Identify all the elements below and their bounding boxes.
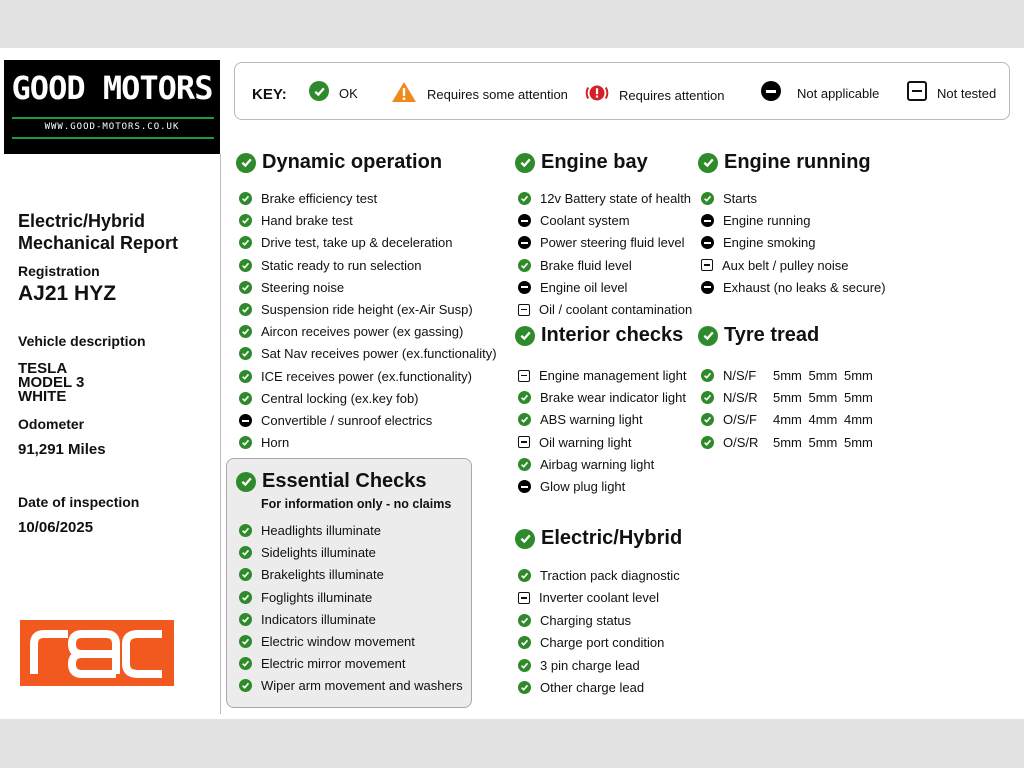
essential-item: [239, 656, 405, 671]
ok-check-icon: [515, 326, 535, 346]
essential-item: [239, 678, 463, 693]
dynamic-item: [239, 369, 472, 384]
electric-item: [518, 568, 680, 583]
interior-checks-title-text: Interior checks: [541, 324, 684, 346]
vehicle-description: [18, 360, 84, 405]
item-label: N/S/F: [723, 368, 757, 383]
key-ok-label: OK: [339, 85, 358, 101]
logo-url: WWW.GOOD-MOTORS.CO.UK: [44, 122, 180, 132]
ok-check-icon: [236, 153, 256, 173]
essential-item: [239, 612, 376, 627]
electric-hybrid-title: [515, 527, 682, 550]
key-item-attention: [585, 81, 725, 105]
item-label: Electric window movement: [261, 634, 415, 649]
item-label: O/S/F: [723, 412, 757, 428]
not-applicable-icon: [761, 81, 781, 101]
not-applicable-icon: [518, 480, 531, 493]
ok-check-icon: [239, 524, 252, 537]
report-title: [18, 210, 178, 254]
warning-triangle-icon: [391, 81, 417, 103]
tyre-depth-value: 4mm 4mm 4mm: [773, 412, 873, 428]
dynamic-item: [239, 191, 377, 206]
item-label: Indicators illuminate: [261, 611, 376, 627]
attention-alert-icon: [585, 81, 609, 105]
ok-check-icon: [239, 657, 252, 670]
ok-check-icon: [701, 436, 714, 449]
tyres-item: [701, 435, 758, 450]
ok-check-icon: [239, 392, 252, 405]
ok-check-icon: [701, 391, 714, 404]
item-label: Charge port condition: [540, 635, 665, 651]
ok-check-icon: [518, 391, 531, 404]
key-na-label: Not applicable: [797, 85, 880, 101]
essential-item: [239, 523, 381, 538]
report-title-line2: Mechanical Report: [18, 233, 179, 253]
dynamic-item: [239, 324, 463, 339]
interior-checks-title: [515, 324, 683, 347]
tyres-item: [701, 368, 756, 383]
essential-item: [239, 634, 415, 649]
engine-bay-item: [518, 280, 627, 295]
item-label: Engine management light: [539, 368, 687, 383]
ok-check-icon: [239, 259, 252, 272]
ok-check-icon: [239, 281, 252, 294]
odometer-label: Odometer: [18, 416, 85, 432]
key-label: KEY:: [252, 86, 287, 103]
tyre-tread-title: [698, 324, 819, 347]
rac-logo: [20, 620, 174, 686]
electric-item: [518, 635, 664, 650]
item-label: Hand brake test: [261, 213, 353, 229]
electric-item: [518, 613, 631, 628]
interior-item: [518, 435, 632, 450]
item-label: Convertible / sunroof electrics: [261, 413, 433, 428]
ok-check-icon: [518, 636, 531, 649]
interior-item: [518, 390, 686, 405]
ok-check-icon: [239, 635, 252, 648]
not-tested-icon: [518, 304, 530, 316]
engine-bay-item: [518, 235, 685, 250]
item-label: Drive test, take up & deceleration: [261, 235, 453, 251]
vehicle-make: TESLA: [18, 360, 68, 377]
not-tested-icon: [907, 81, 927, 101]
not-tested-icon: [518, 370, 530, 382]
dynamic-item: [239, 213, 353, 228]
item-label: Engine smoking: [723, 235, 816, 251]
engine-running-item: [701, 191, 757, 206]
key-legend: [234, 62, 1010, 120]
item-label: Other charge lead: [540, 680, 645, 695]
item-label: N/S/R: [723, 390, 758, 406]
tyre-depth-value: 5mm 5mm 5mm: [773, 390, 873, 406]
ok-check-icon: [698, 326, 718, 346]
interior-item: [518, 412, 643, 427]
logo-line-bottom: [12, 137, 214, 139]
not-applicable-icon: [518, 214, 531, 227]
essential-item: [239, 590, 372, 605]
ok-check-icon: [518, 458, 531, 471]
tyre-tread-title-text: Tyre tread: [724, 324, 820, 346]
logo-name: GOOD MOTORS: [11, 69, 213, 107]
dynamic-item: [239, 280, 344, 295]
dynamic-item: [239, 346, 497, 361]
item-label: Central locking (ex.key fob): [261, 390, 419, 406]
ok-check-icon: [236, 472, 256, 492]
ok-check-icon: [518, 259, 531, 272]
item-label: Oil warning light: [539, 434, 632, 450]
item-label: Oil / coolant contamination: [539, 302, 693, 317]
tyres-item: [701, 412, 757, 427]
good-motors-logo: [4, 60, 220, 154]
item-label: Horn: [261, 435, 290, 451]
dynamic-item: [239, 258, 421, 273]
item-label: Airbag warning light: [540, 456, 655, 472]
ok-check-icon: [239, 214, 252, 227]
vehicle-colour: WHITE: [18, 388, 67, 405]
dynamic-operation-title-text: Dynamic operation: [262, 151, 443, 173]
engine-bay-item: [518, 302, 692, 317]
electric-item: [518, 590, 659, 605]
electric-item: [518, 680, 644, 695]
item-label: Coolant system: [540, 213, 630, 229]
engine-running-item: [701, 280, 886, 295]
ok-check-icon: [239, 192, 252, 205]
not-applicable-icon: [701, 214, 714, 227]
item-label: Charging status: [540, 612, 632, 628]
ok-check-icon: [515, 529, 535, 549]
vehicle-model: MODEL 3: [18, 374, 85, 391]
ok-check-icon: [239, 679, 252, 692]
item-label: Electric mirror movement: [261, 656, 406, 672]
report-title-line1: Electric/Hybrid: [18, 211, 146, 231]
key-item-not-tested: [907, 81, 996, 101]
engine-bay-item: [518, 258, 632, 273]
date-value: 10/06/2025: [18, 519, 94, 536]
odometer-value: 91,291 Miles: [18, 441, 106, 458]
not-applicable-icon: [701, 236, 714, 249]
item-label: Aircon receives power (ex gassing): [261, 324, 464, 340]
dynamic-item: [239, 391, 419, 406]
engine-running-item: [701, 213, 810, 228]
interior-item: [518, 457, 654, 472]
essential-checks-title-text: Essential Checks: [262, 470, 427, 492]
item-label: Sidelights illuminate: [261, 545, 376, 561]
inspection-report: [0, 48, 1024, 719]
electric-item: [518, 658, 640, 673]
item-label: ABS warning light: [540, 412, 643, 428]
not-tested-icon: [701, 259, 713, 271]
essential-checks-subtitle: For information only - no claims: [261, 497, 452, 511]
item-label: Glow plug light: [540, 479, 626, 494]
electric-hybrid-title-text: Electric/Hybrid: [541, 527, 683, 549]
item-label: Brake fluid level: [540, 257, 632, 273]
column-divider: [220, 154, 221, 714]
logo-line-top: [12, 117, 214, 119]
key-item-na: [761, 81, 879, 101]
key-item-ok: [309, 81, 358, 101]
item-label: Brake efficiency test: [261, 191, 378, 206]
ok-check-icon: [239, 325, 252, 338]
item-label: Sat Nav receives power (ex.functionality): [261, 346, 497, 362]
item-label: Headlights illuminate: [261, 523, 381, 538]
item-label: 12v Battery state of health: [540, 191, 692, 206]
item-label: Power steering fluid level: [540, 235, 685, 251]
ok-check-icon: [518, 659, 531, 672]
key-not-tested-label: Not tested: [937, 85, 997, 101]
item-label: Traction pack diagnostic: [540, 568, 680, 583]
item-label: Suspension ride height (ex-Air Susp): [261, 302, 473, 317]
ok-check-icon: [518, 192, 531, 205]
engine-bay-title: [515, 151, 648, 174]
engine-running-item: [701, 235, 816, 250]
ok-check-icon: [701, 413, 714, 426]
ok-check-icon: [239, 568, 252, 581]
item-label: Steering noise: [261, 279, 345, 295]
ok-check-icon: [239, 436, 252, 449]
engine-running-item: [701, 258, 848, 273]
interior-item: [518, 368, 686, 383]
ok-check-icon: [518, 681, 531, 694]
engine-bay-title-text: Engine bay: [541, 151, 648, 173]
not-applicable-icon: [701, 281, 714, 294]
not-tested-icon: [518, 436, 530, 448]
item-label: ICE receives power (ex.functionality): [261, 368, 472, 384]
item-label: Foglights illuminate: [261, 589, 373, 605]
essential-checks-title: [236, 470, 427, 493]
dynamic-item: [239, 413, 432, 428]
ok-check-icon: [239, 303, 252, 316]
registration-label: Registration: [18, 263, 100, 279]
tyre-depth-value: 5mm 5mm 5mm: [773, 434, 873, 450]
item-label: Inverter coolant level: [539, 590, 659, 606]
ok-check-icon: [701, 192, 714, 205]
ok-check-icon: [518, 569, 531, 582]
ok-check-icon: [698, 153, 718, 173]
not-applicable-icon: [239, 414, 252, 427]
item-label: O/S/R: [723, 434, 759, 450]
key-warning-label: Requires some attention: [427, 86, 568, 102]
item-label: Engine running: [723, 213, 811, 229]
tyre-depth-value: 5mm 5mm 5mm: [773, 368, 873, 383]
item-label: Brake wear indicator light: [540, 390, 686, 406]
dynamic-item: [239, 435, 289, 450]
essential-item: [239, 567, 384, 582]
essential-item: [239, 545, 376, 560]
item-label: Starts: [723, 191, 757, 206]
tyres-item: [701, 390, 758, 405]
ok-check-icon: [239, 546, 252, 559]
item-label: Brakelights illuminate: [261, 567, 384, 583]
key-item-warning: [391, 81, 568, 103]
dynamic-item: [239, 235, 453, 250]
not-applicable-icon: [518, 236, 531, 249]
not-tested-icon: [518, 592, 530, 604]
engine-running-title-text: Engine running: [724, 151, 871, 173]
item-label: Aux belt / pulley noise: [722, 257, 849, 273]
engine-running-title: [698, 151, 871, 174]
ok-check-icon: [515, 153, 535, 173]
engine-bay-item: [518, 213, 630, 228]
key-attention-label: Requires attention: [619, 87, 725, 103]
engine-bay-item: [518, 191, 691, 206]
item-label: Engine oil level: [540, 279, 628, 295]
item-label: Exhaust (no leaks & secure): [723, 279, 886, 295]
item-label: Static ready to run selection: [261, 257, 422, 273]
ok-check-icon: [239, 370, 252, 383]
item-label: 3 pin charge lead: [540, 657, 640, 673]
date-label: Date of inspection: [18, 494, 140, 510]
ok-check-icon: [239, 347, 252, 360]
ok-check-icon: [239, 236, 252, 249]
vehicle-label: Vehicle description: [18, 333, 146, 349]
interior-item: [518, 479, 625, 494]
ok-check-icon: [309, 81, 329, 101]
dynamic-operation-title: [236, 151, 442, 174]
dynamic-item: [239, 302, 473, 317]
registration-value: AJ21 HYZ: [18, 282, 117, 305]
ok-check-icon: [239, 613, 252, 626]
not-applicable-icon: [518, 281, 531, 294]
ok-check-icon: [701, 369, 714, 382]
ok-check-icon: [239, 591, 252, 604]
ok-check-icon: [518, 614, 531, 627]
item-label: Wiper arm movement and washers: [261, 678, 463, 694]
ok-check-icon: [518, 413, 531, 426]
